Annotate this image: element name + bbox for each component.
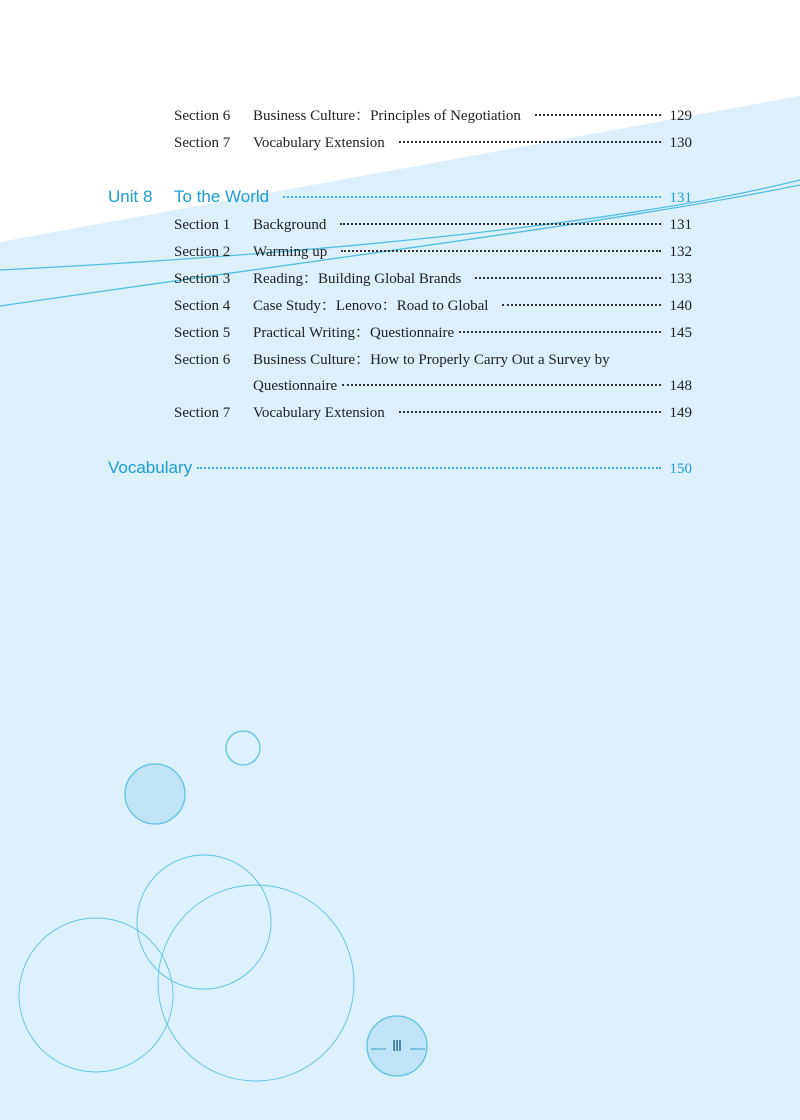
- toc-entry-unit-8[interactable]: [108, 185, 692, 209]
- vocabulary-title: Vocabulary: [108, 458, 193, 477]
- page-ref: 148: [669, 378, 692, 394]
- page-ref: 131: [669, 190, 692, 206]
- dot-leader: [535, 114, 661, 116]
- section-label: Section 1: [174, 217, 231, 233]
- toc-entry-vocabulary[interactable]: [108, 456, 692, 480]
- section-title: Vocabulary Extension: [253, 135, 385, 151]
- page-ref: 129: [669, 108, 692, 124]
- dot-leader: [283, 196, 660, 198]
- toc-entry-unit8-section-6-continued[interactable]: [253, 374, 692, 398]
- toc-entry-unit8-section-5[interactable]: [174, 321, 692, 345]
- dot-leader: [342, 384, 660, 386]
- toc-entry-section-6-negotiation[interactable]: [174, 104, 692, 128]
- section-title: Business Culture：How to Properly Carry Out a Survey by: [253, 352, 610, 368]
- section-label: Section 2: [174, 244, 231, 260]
- page-ref: 132: [669, 244, 692, 260]
- dot-leader: [459, 331, 660, 333]
- toc-entry-unit8-section-1[interactable]: [174, 213, 692, 237]
- page-ref: 130: [669, 135, 692, 151]
- toc-entry-unit8-section-4[interactable]: [174, 294, 692, 318]
- page-ref: 140: [669, 298, 692, 314]
- page-ref: 133: [669, 271, 692, 287]
- dot-leader: [341, 250, 660, 252]
- section-title: Background: [253, 217, 327, 233]
- section-label: Section 4: [174, 298, 231, 314]
- section-title: Business Culture：Principles of Negotiation: [253, 108, 521, 124]
- toc-entry-unit8-section-6[interactable]: [174, 348, 692, 372]
- dot-leader: [399, 411, 661, 413]
- toc-entry-unit8-section-2[interactable]: [174, 240, 692, 264]
- toc-entry-unit8-section-7[interactable]: [174, 401, 692, 425]
- dot-leader: [197, 467, 660, 469]
- section-title: Reading：Building Global Brands: [253, 271, 462, 287]
- page-ref: 145: [669, 325, 692, 341]
- dot-leader: [475, 277, 660, 279]
- section-label: Section 7: [174, 135, 231, 151]
- page-ref: 150: [669, 461, 692, 477]
- dot-leader: [399, 141, 661, 143]
- section-title: Warming up: [253, 244, 328, 260]
- section-label: Section 6: [174, 108, 231, 124]
- dot-leader: [340, 223, 660, 225]
- section-title-continued: Questionnaire: [253, 378, 338, 394]
- section-title: Practical Writing：Questionnaire: [253, 325, 455, 341]
- unit-title: To the World: [174, 187, 270, 206]
- toc-entry-section-7-vocabulary-extension[interactable]: [174, 131, 692, 155]
- section-title: Case Study：Lenovo：Road to Global: [253, 298, 489, 314]
- section-title: Vocabulary Extension: [253, 405, 385, 421]
- dot-leader: [502, 304, 660, 306]
- section-label: Section 5: [174, 325, 231, 341]
- toc-entry-unit8-section-3[interactable]: [174, 267, 692, 291]
- unit-label: Unit 8: [108, 187, 153, 206]
- section-label: Section 6: [174, 352, 231, 368]
- section-label: Section 3: [174, 271, 231, 287]
- page-ref: 131: [669, 217, 692, 233]
- page-ref: 149: [669, 405, 692, 421]
- section-label: Section 7: [174, 405, 231, 421]
- page-number: Ⅲ: [391, 1038, 403, 1055]
